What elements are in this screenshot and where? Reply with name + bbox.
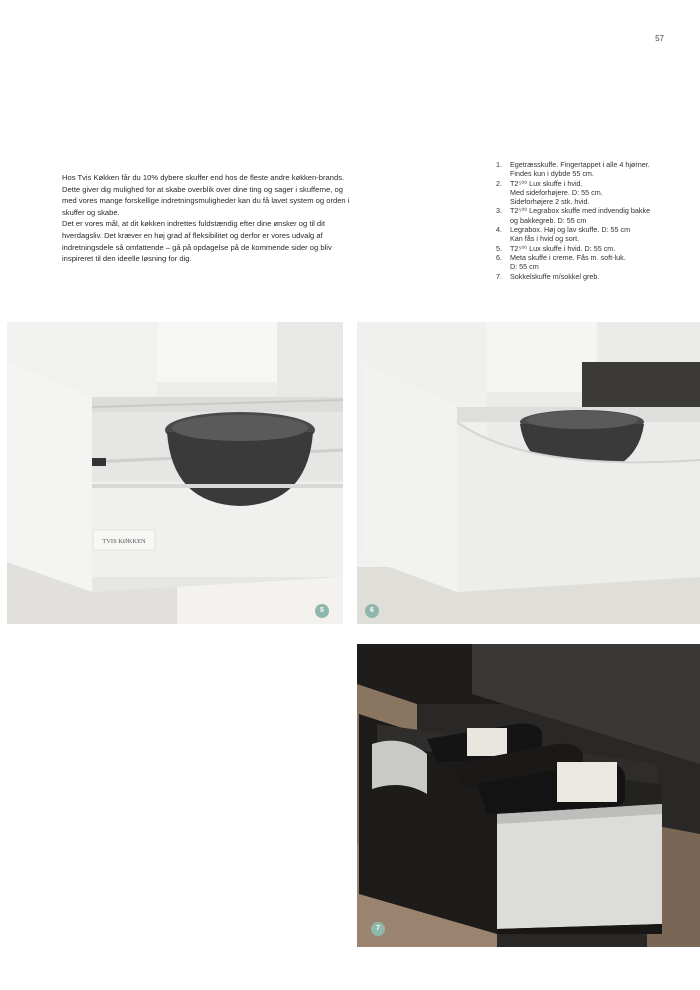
feature-number: 2. — [496, 178, 502, 188]
feature-item — [496, 272, 676, 281]
feature-line: T2⁵⁰⁰ Lux skuffe i hvid. D: 55 cm. — [510, 243, 616, 253]
feature-item — [496, 244, 676, 253]
feature-number: 4. — [496, 225, 502, 235]
feature-line: Sokkelskuffe m/sokkel greb. — [510, 271, 600, 281]
feature-item — [496, 253, 676, 272]
intro-paragraph-2: Det er vores mål, at dit køkken indrettes fuldstændig efter dine ønsker og til dit hverdagsliv. Det kræver en høj grad af fleksibilitet og derfor er vores udvalg af indretningsdele så omfattende – gå på opdagelse på de kommende sider og bliv inspireret til den ideelle løsning for dig. — [62, 219, 332, 264]
photo-badge: 5 — [315, 604, 329, 618]
feature-item — [496, 206, 676, 225]
intro-paragraph-1: Hos Tvis Køkken får du 10% dybere skuffer end hos de fleste andre køkken-brands. Dette giver dig mulighed for at skabe overblik over dine ting og sager i skufferne, og med vores mange forskellige indretningsmuligheder kan du få lavet system og orden i skuffer og skabe. — [62, 173, 350, 217]
brand-label: TVIS KØKKEN — [102, 538, 146, 545]
feature-number: 1. — [496, 160, 502, 169]
feature-list — [496, 160, 676, 281]
photo-drawer-6 — [357, 322, 700, 624]
feature-number: 6. — [496, 252, 502, 262]
feature-line: og bakkegreb. D: 55 cm — [510, 215, 587, 225]
feature-item — [496, 225, 676, 244]
drawer-6-illustration — [357, 322, 700, 624]
feature-line: T2⁵⁰⁰ Lux skuffe i hvid. — [510, 178, 583, 188]
intro-text — [62, 172, 358, 265]
feature-line: Egetræsskuffe. Fingertappet i alle 4 hjørner. — [510, 160, 650, 169]
feature-number: 5. — [496, 243, 502, 253]
feature-item — [496, 179, 676, 207]
feature-line: Meta skuffe i creme. Fås m. soft-luk. — [510, 252, 626, 262]
feature-line: Kan fås i hvid og sort. — [510, 234, 580, 244]
drawer-5-illustration — [7, 322, 343, 624]
page-number: 57 — [655, 34, 664, 43]
feature-number: 3. — [496, 206, 502, 216]
photo-badge: 6 — [365, 604, 379, 618]
drawer-7-illustration — [357, 644, 700, 947]
feature-line: Med sideforhøjere. D: 55 cm. — [510, 187, 603, 197]
feature-number: 7. — [496, 271, 502, 281]
feature-line: Sideforhøjere 2 stk. hvid. — [510, 197, 590, 207]
feature-line: T2⁵⁰⁰ Legrabox skuffe med indvendig bakke — [510, 206, 651, 216]
feature-line: Legrabox. Høj og lav skuffe. D: 55 cm — [510, 225, 631, 235]
photo-drawer-5 — [7, 322, 343, 624]
feature-item — [496, 160, 676, 179]
photo-badge: 7 — [371, 922, 385, 936]
feature-line: Findes kun i dybde 55 cm. — [510, 169, 594, 179]
feature-line: D: 55 cm — [510, 262, 539, 272]
photo-drawer-7 — [357, 644, 700, 947]
